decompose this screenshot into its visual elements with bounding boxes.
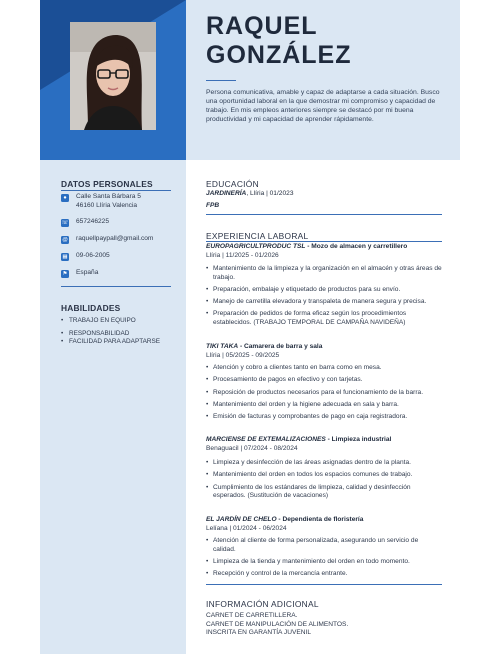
- job-duty: • Emisión de facturas y comprobantes de pago en caja registradora.: [206, 413, 442, 422]
- job-role: - Mozo de almacen y carretillero: [305, 243, 408, 250]
- contact-address: [61, 193, 181, 210]
- job-duty: • Manejo de carretilla elevadora y transpaleta de manera segura y precisa.: [206, 298, 442, 307]
- location-icon: ●: [61, 194, 69, 202]
- additional-info-title: INFORMACIÓN ADICIONAL: [206, 599, 319, 609]
- job-duty: • Procesamiento de pagos en efectivo y con tarjetas.: [206, 376, 442, 385]
- additional-info-line: INSCRITA EN GARANTÍA JUVENIL: [206, 629, 312, 637]
- phone-icon: ☏: [61, 220, 69, 226]
- job-duty: • Cumplimiento de los estándares de limpieza, calidad y desinfección esperados. (Sustitución de vacaciones): [206, 484, 442, 501]
- skill-item: • FACILIDAD PARA ADAPTARSE: [61, 338, 181, 347]
- job-duties: [206, 265, 442, 331]
- job-heading: [206, 516, 442, 525]
- job-duty: • Preparación, embalaje y etiquetado de productos para su envío.: [206, 286, 442, 295]
- job-duty: • Limpieza de la tienda y mantenimiento del orden en todo momento.: [206, 558, 442, 567]
- skill-item: • RESPONSABILIDAD: [61, 330, 181, 339]
- education-title: EDUCACIÓN: [206, 179, 259, 189]
- job-heading: [206, 436, 442, 445]
- job-role: - Dependienta de floristería: [276, 516, 364, 523]
- job-duty: • Reposición de productos necesarios para el funcionamiento de la barra.: [206, 389, 442, 398]
- personal-data-title: DATOS PERSONALES: [61, 179, 153, 189]
- contact-phone: [61, 218, 181, 227]
- job-heading: [206, 343, 442, 352]
- photo-block: [40, 0, 186, 160]
- profile-photo: [70, 22, 156, 130]
- job-duties: [206, 459, 442, 504]
- skills-title: HABILIDADES: [61, 303, 121, 313]
- job-duty: • Preparación de pedidos de forma eficaz según los procedimientos establecidos. (TRABAJO TEMPORAL DE CAMPAÑA NAVIDEÑA): [206, 310, 442, 327]
- email-icon: @: [62, 237, 68, 243]
- skills-list: [61, 317, 181, 347]
- personal-data-end-divider: [61, 286, 171, 287]
- profile-summary: Persona comunicativa, amable y capaz de adaptarse a cada situación. Busco una oportunidad laboral en la que demostrar mi compromiso y capacidad de trabajo. En mis empleos anteriores siempre se destacó por mi buena productividad y mi capacidad de aprender rápidamente.: [206, 89, 440, 123]
- job-duties: [206, 364, 442, 425]
- job-role: - Limpieza industrial: [325, 436, 392, 443]
- contact-nationality: [61, 269, 181, 278]
- additional-info: [206, 612, 442, 638]
- personal-data-divider: [61, 190, 171, 191]
- job-meta: Benaguacil | 07/2024 - 08/2024: [206, 445, 298, 452]
- name-line-1: RAQUEL: [206, 12, 318, 40]
- person-name: [206, 12, 456, 70]
- contact-birthdate: [61, 252, 181, 261]
- additional-info-line: CARNET DE MANIPULACIÓN DE ALIMENTOS.: [206, 620, 349, 628]
- experience-end-divider: [206, 584, 442, 585]
- job-duty: • Recepción y control de la mercancía entrante.: [206, 570, 442, 579]
- name-divider: [206, 80, 236, 81]
- job-meta: Lelíana | 01/2024 - 06/2024: [206, 525, 287, 532]
- job-duty: • Mantenimiento del orden en todos los espacios comunes de trabajo.: [206, 471, 442, 480]
- job-duties: [206, 537, 442, 582]
- job-heading: [206, 243, 442, 252]
- job-company: MARCIENSE DE EXTEMALIZACIONES: [206, 436, 326, 443]
- job-duty: • Limpieza y desinfección de las áreas asignadas dentro de la planta.: [206, 459, 442, 468]
- education-meta: , Llíria | 01/2023: [246, 190, 294, 197]
- name-line-2: GONZÁLEZ: [206, 41, 352, 69]
- skill-item: • TRABAJO EN EQUIPO: [61, 317, 181, 326]
- email-address[interactable]: raquellpaypall@gmail.com: [76, 235, 154, 242]
- job-company: EL JARDÍN DE CHELO: [206, 516, 277, 523]
- job-meta: Llíria | 11/2025 - 01/2026: [206, 252, 279, 259]
- education-degree: FPB: [206, 202, 220, 209]
- contact-email[interactable]: [61, 235, 181, 244]
- job-role: - Camarera de barra y sala: [238, 343, 323, 350]
- phone-number: 657246225: [76, 218, 110, 225]
- education-org: JARDINERÍA: [206, 190, 247, 197]
- job-duty: • Atención y cobro a clientes tanto en barra como en mesa.: [206, 364, 442, 373]
- experience-title: EXPERIENCIA LABORAL: [206, 231, 309, 241]
- job-company: TIKI TAKA: [206, 343, 239, 350]
- additional-info-line: CARNET DE CARRETILLERA.: [206, 612, 298, 619]
- education-entry: [206, 190, 442, 199]
- birthdate: 09-06-2005: [76, 252, 110, 259]
- address-line-2: 46160 Llíria Valencia: [76, 201, 138, 209]
- nationality: España: [76, 269, 99, 276]
- job-company: EUROPAGRICULTPRODUC TSL: [206, 243, 306, 250]
- experience-divider: [206, 241, 442, 242]
- job-meta: Llíria | 05/2025 - 09/2025: [206, 352, 280, 359]
- job-duty: • Mantenimiento del orden y la higiene adecuada en sala y barra.: [206, 401, 442, 410]
- education-divider: [206, 214, 442, 215]
- address-line-1: Calle Santa Bárbara 5: [76, 193, 141, 200]
- flag-icon: ⚑: [62, 271, 68, 277]
- calendar-icon: ▦: [62, 254, 68, 260]
- job-duty: • Atención al cliente de forma personalizada, asegurando un servicio de calidad.: [206, 537, 442, 554]
- job-duty: • Mantenimiento de la limpieza y la organización en el almacén y otras áreas de trabajo.: [206, 265, 442, 282]
